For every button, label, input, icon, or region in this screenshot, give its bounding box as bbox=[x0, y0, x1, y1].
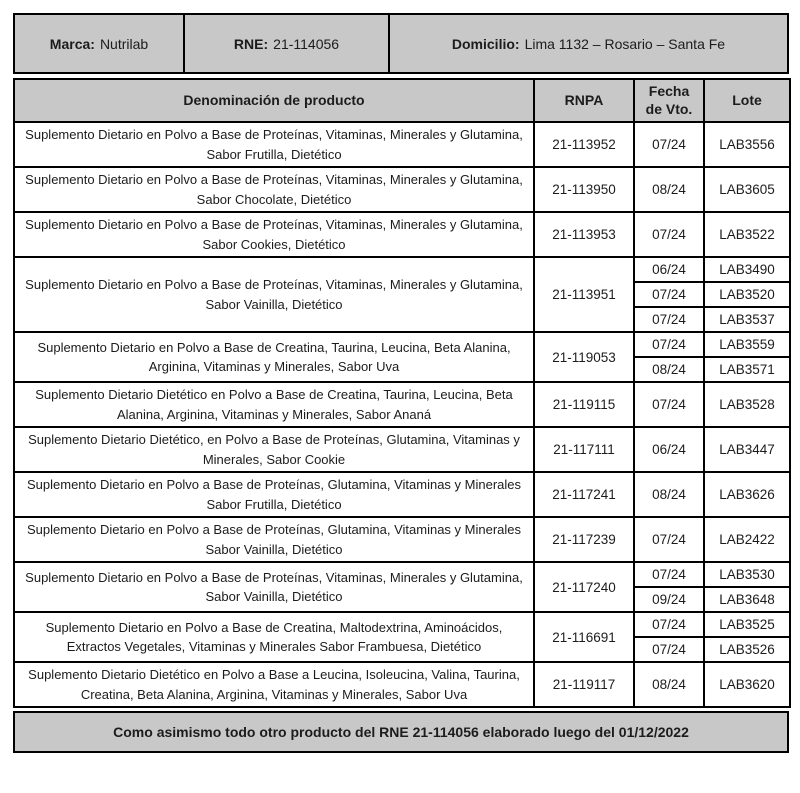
lote-cell: LAB3530 bbox=[704, 562, 790, 587]
product-name-cell: Suplemento Dietario en Polvo a Base de Creatina, Taurina, Leucina, Beta Alanina, Arginina, Vitaminas y Minerales, Sabor Uva bbox=[14, 332, 534, 382]
lote-cell: LAB3605 bbox=[704, 167, 790, 212]
rnpa-cell: 21-119115 bbox=[534, 382, 634, 427]
rnpa-cell: 21-116691 bbox=[534, 612, 634, 662]
fecha-vto-cell: 07/24 bbox=[634, 122, 704, 167]
domicilio-value: Lima 1132 – Rosario – Santa Fe bbox=[524, 35, 726, 52]
domicilio-cell bbox=[388, 15, 787, 72]
fecha-vto-cell: 08/24 bbox=[634, 662, 704, 707]
rnpa-cell: 21-113951 bbox=[534, 257, 634, 332]
footer-note-text: Como asimismo todo otro producto del RNE 21-114056 elaborado luego del 01/12/2022 bbox=[113, 724, 689, 740]
lote-cell: LAB3520 bbox=[704, 282, 790, 307]
marca-label: Marca: bbox=[49, 35, 95, 52]
fecha-vto-cell: 07/24 bbox=[634, 282, 704, 307]
products-table bbox=[13, 78, 791, 708]
footer-note bbox=[13, 711, 789, 753]
fecha-vto-cell: 06/24 bbox=[634, 257, 704, 282]
rnpa-cell: 21-113952 bbox=[534, 122, 634, 167]
rnpa-cell: 21-117111 bbox=[534, 427, 634, 472]
col-rnpa-header: RNPA bbox=[534, 79, 634, 122]
lote-cell: LAB3490 bbox=[704, 257, 790, 282]
marca-cell bbox=[15, 15, 183, 72]
col-producto-header: Denominación de producto bbox=[14, 79, 534, 122]
rnpa-cell: 21-119053 bbox=[534, 332, 634, 382]
rne-value: 21-114056 bbox=[273, 35, 340, 52]
rnpa-cell: 21-113950 bbox=[534, 167, 634, 212]
table-row bbox=[14, 212, 790, 257]
lote-cell: LAB3626 bbox=[704, 472, 790, 517]
rnpa-cell: 21-119117 bbox=[534, 662, 634, 707]
product-name-cell: Suplemento Dietario Dietético en Polvo a Base de Creatina, Taurina, Leucina, Beta Alanina, Arginina, Vitaminas y Minerales, Sabor Ananá bbox=[14, 382, 534, 427]
fecha-vto-cell: 07/24 bbox=[634, 212, 704, 257]
product-name-cell: Suplemento Dietario en Polvo a Base de Proteínas, Vitaminas, Minerales y Glutamina, Sabor Vainilla, Dietético bbox=[14, 562, 534, 612]
lote-cell: LAB3556 bbox=[704, 122, 790, 167]
marca-value: Nutrilab bbox=[99, 35, 149, 52]
col-fecha-header: Fecha de Vto. bbox=[634, 79, 704, 122]
table-row bbox=[14, 472, 790, 517]
product-name-cell: Suplemento Dietario en Polvo a Base de Proteínas, Vitaminas, Minerales y Glutamina, Sabor Vainilla, Dietético bbox=[14, 257, 534, 332]
table-row bbox=[14, 662, 790, 707]
rnpa-cell: 21-117240 bbox=[534, 562, 634, 612]
col-lote-header: Lote bbox=[704, 79, 790, 122]
product-name-cell: Suplemento Dietario Dietético, en Polvo a Base de Proteínas, Glutamina, Vitaminas y Minerales, Sabor Cookie bbox=[14, 427, 534, 472]
lote-cell: LAB3620 bbox=[704, 662, 790, 707]
fecha-vto-cell: 08/24 bbox=[634, 472, 704, 517]
fecha-vto-cell: 07/24 bbox=[634, 612, 704, 637]
fecha-vto-cell: 07/24 bbox=[634, 637, 704, 662]
table-row bbox=[14, 332, 790, 357]
lote-cell: LAB3522 bbox=[704, 212, 790, 257]
lote-cell: LAB2422 bbox=[704, 517, 790, 562]
table-row bbox=[14, 257, 790, 282]
table-row bbox=[14, 122, 790, 167]
table-row bbox=[14, 167, 790, 212]
rne-label: RNE: bbox=[233, 35, 269, 52]
product-name-cell: Suplemento Dietario en Polvo a Base de Proteínas, Glutamina, Vitaminas y Minerales Sabor Frutilla, Dietético bbox=[14, 472, 534, 517]
fecha-vto-cell: 08/24 bbox=[634, 167, 704, 212]
lote-cell: LAB3526 bbox=[704, 637, 790, 662]
lote-cell: LAB3528 bbox=[704, 382, 790, 427]
fecha-vto-cell: 07/24 bbox=[634, 562, 704, 587]
fecha-vto-cell: 06/24 bbox=[634, 427, 704, 472]
lote-cell: LAB3537 bbox=[704, 307, 790, 332]
recall-document bbox=[13, 13, 789, 753]
rnpa-cell: 21-117241 bbox=[534, 472, 634, 517]
column-header-row bbox=[14, 79, 790, 122]
lote-cell: LAB3559 bbox=[704, 332, 790, 357]
fecha-vto-cell: 07/24 bbox=[634, 307, 704, 332]
table-row bbox=[14, 517, 790, 562]
lote-cell: LAB3648 bbox=[704, 587, 790, 612]
table-row bbox=[14, 612, 790, 637]
rnpa-cell: 21-117239 bbox=[534, 517, 634, 562]
table-row bbox=[14, 427, 790, 472]
product-name-cell: Suplemento Dietario en Polvo a Base de Proteínas, Vitaminas, Minerales y Glutamina, Sabor Cookies, Dietético bbox=[14, 212, 534, 257]
lote-cell: LAB3447 bbox=[704, 427, 790, 472]
lote-cell: LAB3571 bbox=[704, 357, 790, 382]
fecha-vto-cell: 08/24 bbox=[634, 357, 704, 382]
rnpa-cell: 21-113953 bbox=[534, 212, 634, 257]
fecha-vto-cell: 07/24 bbox=[634, 332, 704, 357]
fecha-vto-cell: 07/24 bbox=[634, 382, 704, 427]
table-row bbox=[14, 562, 790, 587]
domicilio-label: Domicilio: bbox=[451, 35, 520, 52]
table-row bbox=[14, 382, 790, 427]
rne-cell bbox=[183, 15, 388, 72]
products-table-body bbox=[14, 122, 790, 707]
brand-header-row bbox=[13, 13, 789, 74]
product-name-cell: Suplemento Dietario en Polvo a Base de Proteínas, Vitaminas, Minerales y Glutamina, Sabor Frutilla, Dietético bbox=[14, 122, 534, 167]
product-name-cell: Suplemento Dietario en Polvo a Base de Proteínas, Vitaminas, Minerales y Glutamina, Sabor Chocolate, Dietético bbox=[14, 167, 534, 212]
fecha-vto-cell: 07/24 bbox=[634, 517, 704, 562]
product-name-cell: Suplemento Dietario en Polvo a Base de Proteínas, Glutamina, Vitaminas y Minerales Sabor Vainilla, Dietético bbox=[14, 517, 534, 562]
fecha-vto-cell: 09/24 bbox=[634, 587, 704, 612]
product-name-cell: Suplemento Dietario en Polvo a Base de Creatina, Maltodextrina, Aminoácidos, Extractos Vegetales, Vitaminas y Minerales Sabor Frambuesa, Dietético bbox=[14, 612, 534, 662]
product-name-cell: Suplemento Dietario Dietético en Polvo a Base a Leucina, Isoleucina, Valina, Taurina, Creatina, Beta Alanina, Arginina, Vitaminas y Minerales, Sabor Uva bbox=[14, 662, 534, 707]
lote-cell: LAB3525 bbox=[704, 612, 790, 637]
